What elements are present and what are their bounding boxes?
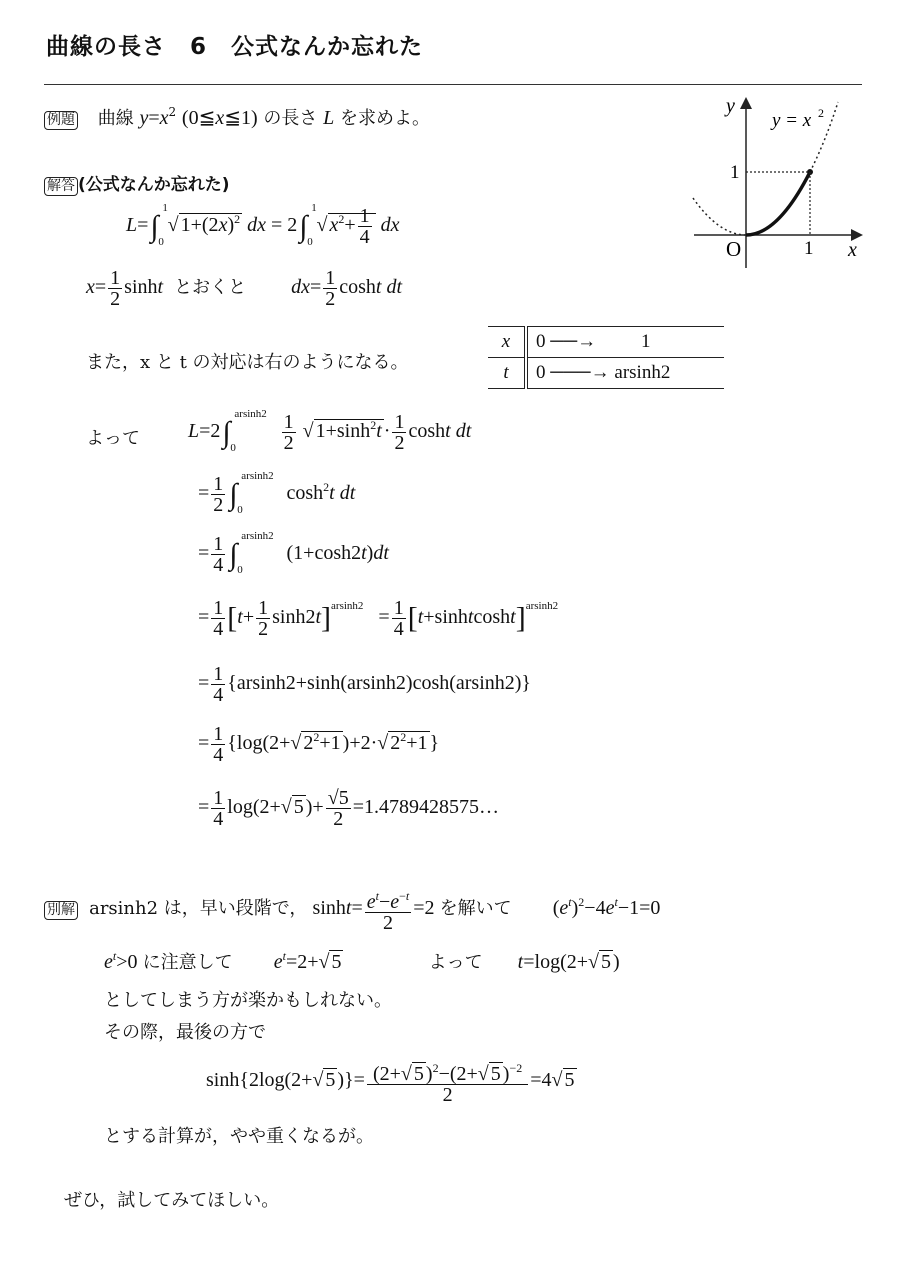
- y-axis-label: y: [726, 95, 735, 117]
- closing-text: ぜひ，試してみてほしい。: [64, 1190, 280, 1211]
- final-result: 1.4789428575…: [363, 796, 499, 819]
- substitution-line: x= $\frac{1}{2}$ sinht とおくと dx= $\frac{1}{2}$ cosht dt: [86, 267, 403, 310]
- parabola-graph: [688, 90, 868, 270]
- x-axis-label: x: [848, 239, 857, 261]
- page-title: 曲線の長さ 6 公式なんか忘れた: [46, 34, 424, 60]
- alt-line-3: としてしまう方が楽かもしれない。: [104, 990, 392, 1011]
- derivation-step-4: = $\frac{1}{4}$ [t+ $\frac{1}{2}$ sinh2t]$^{arsinh2}$ = $\frac{1}{4}$ [t+sinhtcosht]$^{arsinh2}$: [198, 597, 559, 640]
- solution-tag: 解答: [44, 177, 78, 196]
- arc-segment: [746, 172, 810, 235]
- example-range: (0≦x≦1): [181, 107, 258, 129]
- derivation-step-2: = $\frac{1}{2}$ ∫ arsinh2 0 $\cosh^2t$ dt: [198, 469, 356, 516]
- solution-subtitle: (公式なんか忘れた): [78, 175, 230, 195]
- alt-line-6: とする計算が，やや重くなるが。: [104, 1126, 374, 1147]
- example-problem: 例題 曲線 $y=x^2$ (0≦x≦1) の長さ L を求めよ。: [44, 104, 430, 130]
- equation-line-1: L=∫ 1 0 √ $1+(2x)^2$ dx = 2∫ 1 0 √ $x^2+$ $\frac{1}{4}$ dx: [126, 201, 400, 248]
- table-row: t 0 ───→ arsinh2: [488, 358, 724, 389]
- correspondence-text: また，x と t の対応は右のようになる。: [86, 352, 409, 373]
- derivation-step-3: = $\frac{1}{4}$ ∫ arsinh2 0 (1+cosh2t)dt: [198, 529, 389, 576]
- table-row: x 0 ──→ 1: [488, 327, 724, 358]
- example-prefix: 曲線: [97, 108, 134, 129]
- alt-line-2: $e^t>0$ に注意して $e^t=2+√$ 5 よって t=log(2+√ 5 ): [104, 949, 620, 973]
- example-tag: 例題: [44, 111, 78, 130]
- curve-label: y = x: [772, 110, 812, 131]
- alt-line-5: sinh{2log(2+√ 5 )}= $\frac{(2+√ 5 )^2-(2+√ 5 )^{-2}}{2}$ =4√ 5: [206, 1058, 577, 1105]
- derivation-step-1: L=2∫ arsinh2 0 $\frac{1}{2}$ √ $1+\sinh^2t$ · $\frac{1}{2}$ cosht dt: [188, 407, 472, 454]
- example-suffix: の長さ L を求めよ。: [263, 107, 430, 129]
- derivation-step-7: = $\frac{1}{4}$ log(2+√ 5 )+ $\frac{√5}{2}$ =1.4789428575…: [198, 787, 499, 830]
- y-tick-1: 1: [730, 162, 740, 183]
- origin-label: O: [726, 237, 742, 261]
- correspondence-table: [488, 326, 724, 389]
- alt-tag: 別解: [44, 901, 78, 920]
- table-var: x: [488, 327, 526, 358]
- example-curve: y: [139, 107, 149, 129]
- svg-text:2: 2: [818, 106, 824, 120]
- solution-heading: [44, 170, 230, 196]
- x-tick-1: 1: [804, 238, 814, 259]
- therefore-label: よって: [86, 428, 140, 449]
- alt-line-4: その際，最後の方で: [104, 1022, 266, 1043]
- derivation-step-5: = $\frac{1}{4}$ {arsinh2+sinh(arsinh2)cosh(arsinh2)}: [198, 663, 532, 706]
- table-var: t: [488, 358, 526, 389]
- title-divider: [44, 84, 862, 85]
- alt-line-1: 別解 arsinh2 は，早い段階で， sinht= $\frac{e^t-e^{-t}}{2}$ =2 を解いて $(e^t)^2-4e^t-1=0$: [44, 886, 660, 933]
- derivation-step-6: = $\frac{1}{4}$ {log(2+√ $2^2+1$ )+2·√ $2^2+1$ }: [198, 723, 440, 766]
